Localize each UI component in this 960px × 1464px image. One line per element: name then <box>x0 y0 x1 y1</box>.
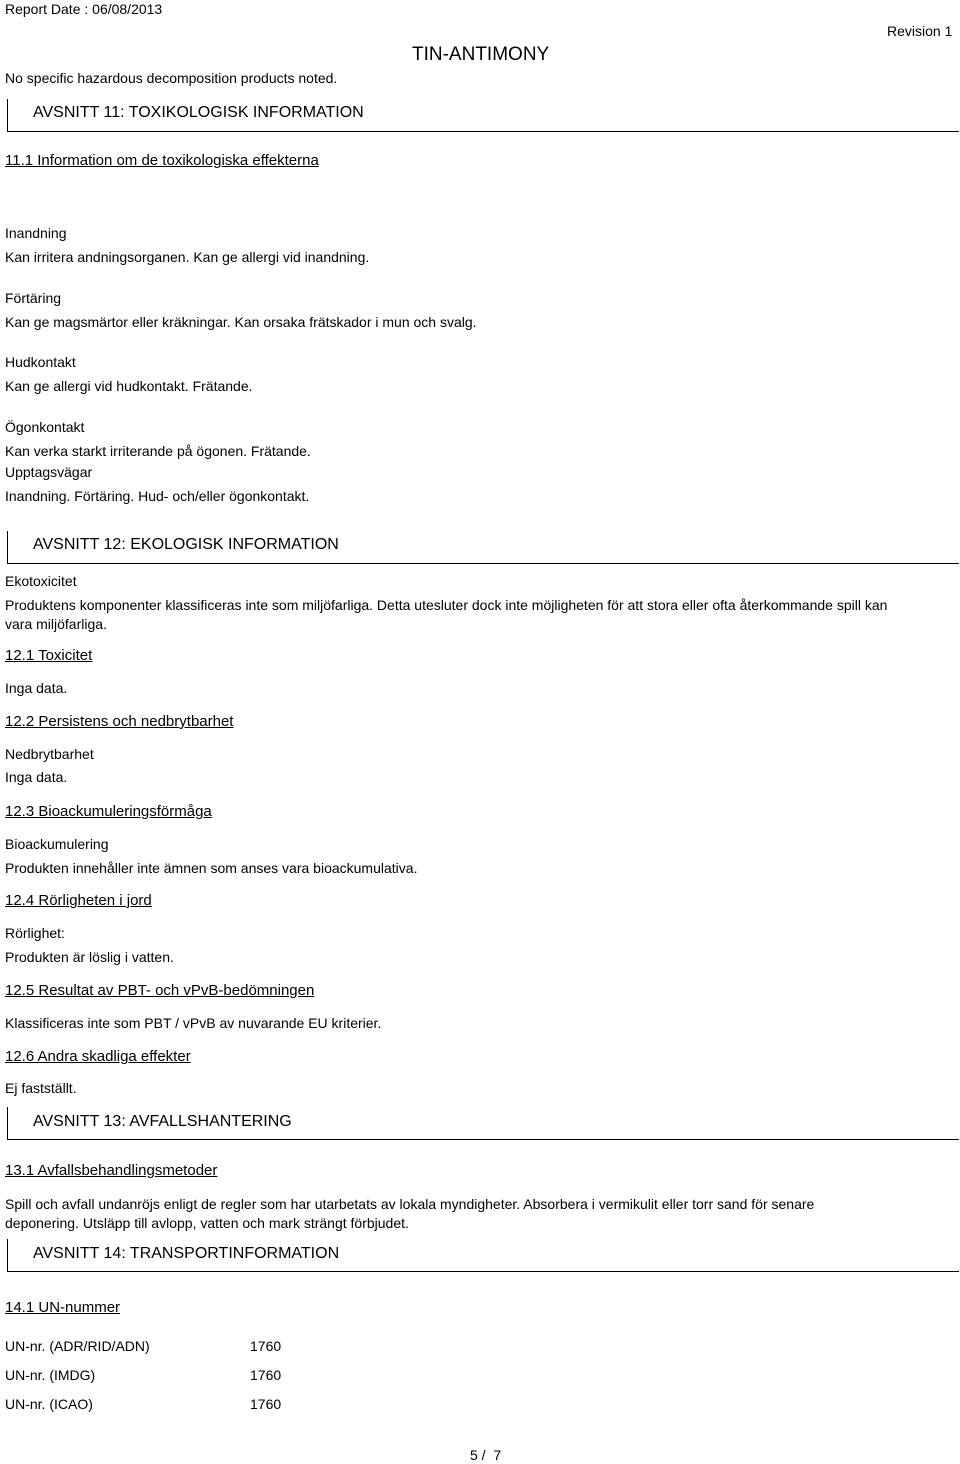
un-number-value: 1760 <box>250 1338 282 1354</box>
section-11-header <box>7 99 959 132</box>
report-date: Report Date : 06/08/2013 <box>5 1 163 17</box>
degradability-text: Inga data. <box>5 769 68 785</box>
section-12-header <box>7 531 959 564</box>
un-number-label: UN-nr. (ADR/RID/ADN) <box>5 1338 150 1354</box>
subsection-12-2: 12.2 Persistens och nedbrytbarhet <box>5 713 234 730</box>
un-number-value: 1760 <box>250 1367 282 1383</box>
carryover-text: No specific hazardous decomposition products noted. <box>5 70 338 86</box>
mobility-label: Rörlighet: <box>5 925 65 941</box>
bioaccumulation-text: Produkten innehåller inte ämnen som anses vara bioackumulativa. <box>5 860 418 876</box>
subsection-12-1: 12.1 Toxicitet <box>5 647 93 664</box>
ingestion-text: Kan ge magsmärtor eller kräkningar. Kan orsaka frätskador i mun och svalg. <box>5 314 477 330</box>
degradability-label: Nedbrytbarhet <box>5 746 94 762</box>
subsection-11-1: 11.1 Information om de toxikologiska effekterna <box>5 152 319 169</box>
ecotoxicity-label: Ekotoxicitet <box>5 573 77 589</box>
skin-contact-label: Hudkontakt <box>5 354 76 370</box>
exposure-routes-text: Inandning. Förtäring. Hud- och/eller ögonkontakt. <box>5 488 310 504</box>
subsection-14-1: 14.1 UN-nummer <box>5 1299 121 1316</box>
subsection-12-3: 12.3 Bioackumuleringsförmåga <box>5 803 212 820</box>
other-effects-text: Ej fastställt. <box>5 1080 77 1096</box>
section-13-header <box>7 1107 959 1140</box>
skin-contact-text: Kan ge allergi vid hudkontakt. Frätande. <box>5 378 253 394</box>
section-11-title: AVSNITT 11: TOXIKOLOGISK INFORMATION <box>33 104 364 121</box>
subsection-12-4: 12.4 Rörligheten i jord <box>5 892 152 909</box>
eye-contact-text: Kan verka starkt irriterande på ögonen. Frätande. <box>5 443 311 459</box>
subsection-12-5: 12.5 Resultat av PBT- och vPvB-bedömningen <box>5 982 315 999</box>
section-14-header <box>7 1239 959 1272</box>
eye-contact-label: Ögonkontakt <box>5 419 85 435</box>
section-14-title: AVSNITT 14: TRANSPORTINFORMATION <box>33 1245 340 1262</box>
ingestion-label: Förtäring <box>5 290 62 306</box>
inhalation-text: Kan irritera andningsorganen. Kan ge allergi vid inandning. <box>5 249 370 265</box>
revision-label: Revision 1 <box>887 23 953 39</box>
bioaccumulation-label: Bioackumulering <box>5 836 109 852</box>
ecotoxicity-text: Produktens komponenter klassificeras inte som miljöfarliga. Detta utesluter dock inte möjligheten för att stora eller ofta återkommande spill kan vara miljöfarliga. <box>5 597 888 632</box>
section-12-title: AVSNITT 12: EKOLOGISK INFORMATION <box>33 536 339 553</box>
subsection-12-6: 12.6 Andra skadliga effekter <box>5 1048 191 1065</box>
un-number-value: 1760 <box>250 1396 282 1412</box>
toxicity-text: Inga data. <box>5 680 68 696</box>
page-number: 5 / 7 <box>470 1447 502 1463</box>
section-13-title: AVSNITT 13: AVFALLSHANTERING <box>33 1113 292 1130</box>
pbt-text: Klassificeras inte som PBT / vPvB av nuvarande EU kriterier. <box>5 1015 382 1031</box>
un-number-label: UN-nr. (IMDG) <box>5 1367 96 1383</box>
exposure-routes-label: Upptagsvägar <box>5 464 93 480</box>
inhalation-label: Inandning <box>5 225 67 241</box>
subsection-13-1: 13.1 Avfallsbehandlingsmetoder <box>5 1162 218 1179</box>
waste-treatment-text: Spill och avfall undanröjs enligt de regler som har utarbetats av lokala myndigheter. Absorbera i vermikulit eller torr sand för senare deponering. Utsläpp till avlopp, vatten och mark strängt förbjudet. <box>5 1196 815 1231</box>
mobility-text: Produkten är löslig i vatten. <box>5 949 174 965</box>
product-name: TIN-ANTIMONY <box>412 44 550 65</box>
un-number-label: UN-nr. (ICAO) <box>5 1396 93 1412</box>
